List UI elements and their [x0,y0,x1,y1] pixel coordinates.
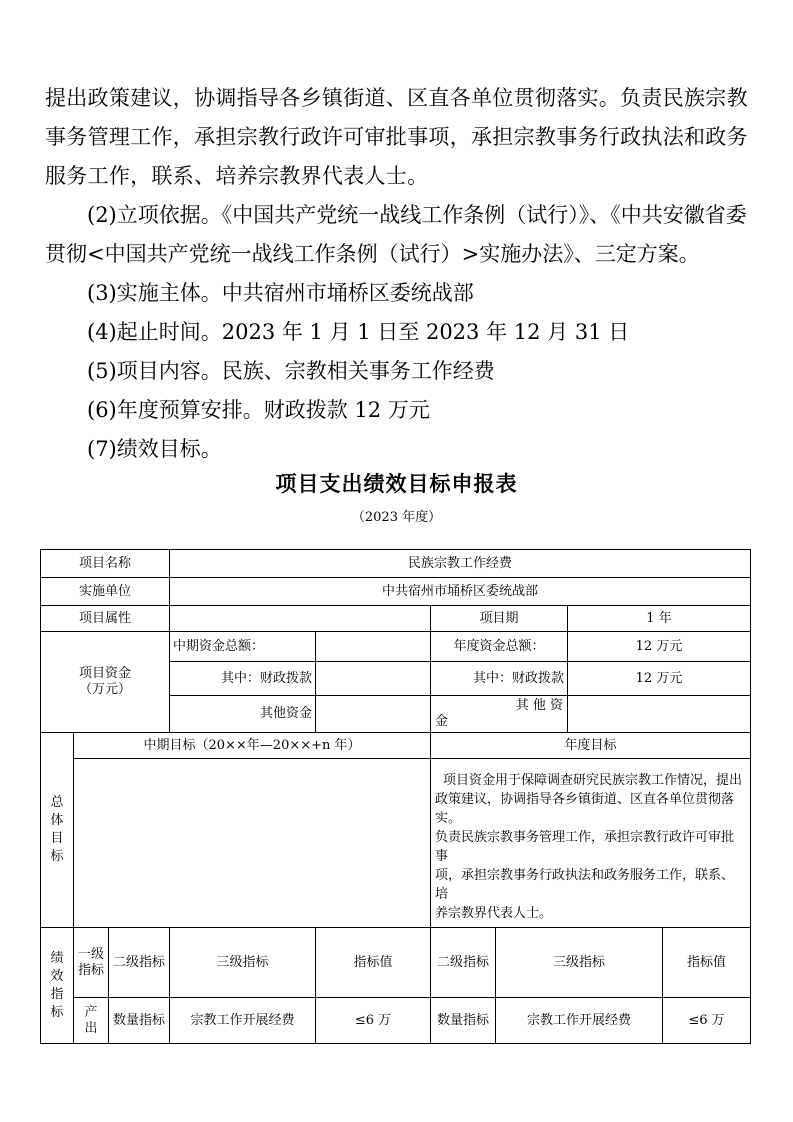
annual-other-label-2: 金 [435,714,449,729]
row-indicator-1 [41,998,751,1044]
basis-line-2: 贯彻<中国共产党统一战线工作条例（试行）>实施办法》、三定方案。 [45,242,700,266]
form-title: 项目支出绩效目标申报表 [275,472,518,496]
row-goal-header [41,733,751,759]
output-label [74,998,109,1044]
overall-char-3: 目 [50,831,64,846]
attribute-value [170,606,431,632]
midterm-other-value [316,696,431,733]
level1-header [74,928,109,998]
mid-level2-header: 二级指标 [109,928,170,998]
row-unit [41,578,751,606]
overall-goal-label [41,733,74,928]
annual-level2-header: 二级指标 [431,928,496,998]
midterm-fiscal-value [316,662,431,696]
annual-goal-line-3: 负责民族宗教事务管理工作，承担宗教行政许可审批事 [435,830,735,864]
level1-header-line-2: 指标 [77,962,104,978]
overall-char-2: 体 [50,813,64,828]
annual-total-value: 12 万元 [568,632,751,662]
funds-unit: （万元） [78,682,131,697]
basis-line-1: (2)立项依据。《中国共产党统一战线工作条例（试行）》、《中共安徽省委 [87,203,747,227]
annual-level2-cell: 数量指标 [431,998,496,1044]
unit-value: 中共宿州市埇桥区委统战部 [170,578,751,606]
annual-other-value [568,696,751,733]
midterm-goal-header: 中期目标（20××年—20××+n 年） [74,733,431,759]
mid-level2-cell: 数量指标 [109,998,170,1044]
midterm-other-label: 其他资金 [170,696,316,733]
budget-item: (6)年度预算安排。财政拨款 12 万元 [87,398,430,422]
period-item: (4)起止时间。2023 年 1 月 1 日至 2023 年 12 月 31 日 [87,320,630,344]
annual-goal-line-4: 项，承担宗教事务行政执法和政务服务工作，联系、培 [435,868,735,902]
mid-level3-header: 三级指标 [170,928,316,998]
midterm-goal-text [74,759,431,928]
row-indicator-header [41,928,751,998]
annual-level3-cell: 宗教工作开展经费 [496,998,663,1044]
annual-other-label-cell [431,696,568,733]
annual-level3-header: 三级指标 [496,928,663,998]
midterm-total-value [316,632,431,662]
annual-value-header: 指标值 [663,928,751,998]
overall-char-1: 总 [50,795,64,810]
perf-indicator-label [41,928,74,1044]
mid-value-header: 指标值 [316,928,431,998]
midterm-fiscal-label: 其中：财政拨款 [170,662,316,696]
output-char-1: 产 [84,1004,98,1020]
output-char-2: 出 [84,1020,98,1036]
unit-label: 实施单位 [41,578,170,606]
attribute-label: 项目属性 [41,606,170,632]
perf-char-1: 绩 [50,950,64,966]
content-item: (5)项目内容。民族、宗教相关事务工作经费 [87,359,495,383]
row-goal-content [41,759,751,928]
term-value: 1 年 [568,606,751,632]
annual-total-label: 年度资金总额： [431,632,568,662]
overall-char-4: 标 [50,849,64,864]
row-attribute [41,606,751,632]
implementer-item: (3)实施主体。中共宿州市埇桥区委统战部 [87,281,474,305]
perf-char-3: 指 [50,986,64,1002]
row-funds-total [41,632,751,662]
annual-goal-line-2: 政策建议，协调指导各乡镇街道、区直各单位贯彻落实。 [435,792,735,826]
perf-char-4: 标 [50,1004,64,1020]
mid-level3-cell: 宗教工作开展经费 [170,998,316,1044]
annual-goal-line-5: 养宗教界代表人士。 [435,906,553,921]
project-name-value: 民族宗教工作经费 [170,550,751,578]
performance-goal-table [40,549,751,1044]
row-project-name [41,550,751,578]
intro-line-2: 事务管理工作，承担宗教行政许可审批事项，承担宗教事务行政执法和政务 [45,125,748,149]
goals-item: (7)绩效目标。 [87,437,222,461]
term-label: 项目期 [431,606,568,632]
annual-goal-line-1: 项目资金用于保障调查研究民族宗教工作情况，提出 [443,773,743,788]
intro-line-3: 服务工作，联系、培养宗教界代表人士。 [45,164,429,188]
annual-goal-header: 年度目标 [431,733,751,759]
annual-goal-text [431,759,751,928]
midterm-total-label: 中期资金总额： [170,632,316,662]
mid-value-cell: ≤6 万 [316,998,431,1044]
funds-label-cell [41,632,170,733]
level1-header-line-1: 一级 [77,946,104,962]
funds-label: 项目资金 [78,666,131,681]
form-subtitle: （2023 年度） [351,510,442,525]
project-name-label: 项目名称 [41,550,170,578]
annual-other-label-1: 其 他 资 [515,698,563,713]
annual-value-cell: ≤6 万 [663,998,751,1044]
annual-fiscal-label: 其中：财政拨款 [431,662,568,696]
annual-fiscal-value: 12 万元 [568,662,751,696]
perf-char-2: 效 [50,968,64,984]
intro-line-1: 提出政策建议，协调指导各乡镇街道、区直各单位贯彻落实。负责民族宗教 [45,86,748,110]
